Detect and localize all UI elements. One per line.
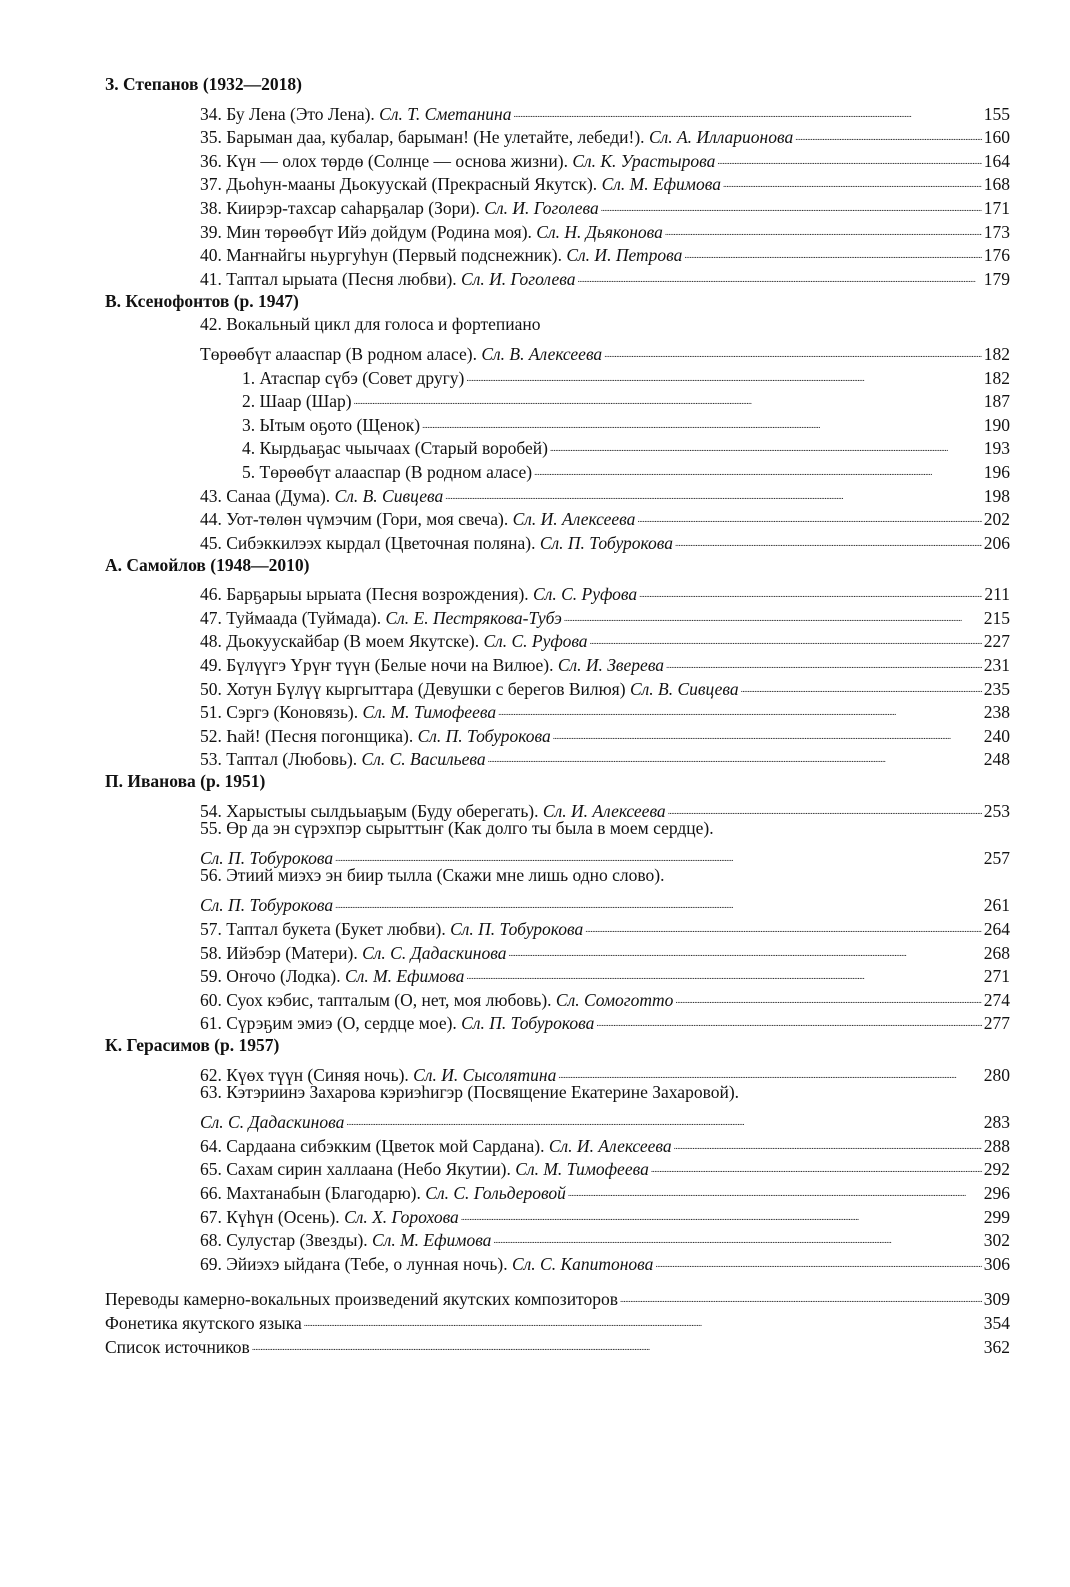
page-number: 283	[983, 1112, 1010, 1133]
entry-text: 34. Бу Лена (Это Лена).	[200, 103, 380, 124]
entry-author: Сл. С. Капитонова	[511, 1253, 654, 1274]
entry-author: Сл. В. Сивцева	[629, 678, 739, 699]
toc-entry[interactable]	[105, 431, 1010, 459]
page-number: 235	[983, 678, 1010, 699]
section-heading: В. Ксенофонтов (р. 1947)	[105, 290, 299, 311]
entry-text: 36. Күн — олох төрдө (Солнце — основа жизни).	[200, 150, 573, 171]
entry-title	[200, 942, 506, 966]
page-number: 160	[983, 127, 1010, 148]
toc-entry[interactable]	[105, 793, 1010, 822]
table-of-contents	[105, 72, 1010, 1357]
entry-author: Сл. С. Руфова	[533, 584, 638, 605]
entry-author: Сл. К. Урастырова	[572, 150, 716, 171]
entry-author: Сл. В. Алексеева	[481, 343, 603, 364]
entry-text: 58. Ийэбэр (Матери).	[200, 942, 363, 963]
entry-author: Сл. С. Дадаскинова	[200, 1112, 345, 1133]
page-number: 238	[983, 702, 1010, 723]
entry-text: 66. Махтанабын (Благодарю).	[200, 1182, 426, 1203]
page-number: 173	[983, 221, 1010, 242]
entry-text: 52. Һай! (Песня погонщика).	[200, 725, 418, 746]
entry-title	[200, 701, 496, 725]
entry-text: 55. Өр да эн сүрэхпэр сырыттыҥ (Как долго ты была в моем сердце).	[200, 818, 714, 839]
page-number: 309	[983, 1289, 1010, 1310]
page-number: 257	[983, 848, 1010, 869]
dot-leader	[553, 718, 982, 742]
entry-title	[200, 654, 664, 678]
section-heading: П. Иванова (р. 1951)	[105, 771, 266, 792]
page-number: 274	[983, 989, 1010, 1010]
entry-title	[242, 390, 352, 414]
entry-title	[200, 817, 714, 841]
entry-author: Сл. С. Гольдеровой	[425, 1182, 566, 1203]
dot-leader	[513, 96, 981, 120]
page-number: 292	[983, 1159, 1010, 1180]
dot-leader	[252, 1329, 982, 1353]
entry-text: 46. Барҕарыы ырыата (Песня возрождения).	[200, 584, 534, 605]
appendix-entry[interactable]	[105, 1282, 1010, 1310]
page-number: 179	[983, 268, 1010, 289]
toc-entry[interactable]	[105, 407, 1010, 435]
entry-author: Сл. Е. Пестрякова-Тубэ	[385, 607, 562, 628]
dot-leader	[684, 238, 981, 262]
entry-title	[242, 414, 420, 438]
entry-text: 57. Таптал букета (Букет любви).	[200, 919, 451, 939]
toc-entry[interactable]	[105, 478, 1010, 506]
dot-leader	[304, 1305, 982, 1329]
dot-leader	[666, 647, 982, 671]
entry-title	[200, 1253, 653, 1277]
entry-author: Сл. И. Алексеева	[512, 509, 636, 530]
dot-leader	[422, 407, 982, 431]
dot-leader	[665, 214, 982, 238]
entry-text: 67. Күһүн (Осень).	[200, 1206, 345, 1227]
dot-leader	[346, 1105, 981, 1129]
dot-leader	[651, 1152, 982, 1176]
entry-author: Сл. Х. Горохова	[344, 1206, 459, 1227]
entry-text: 38. Киирэр-тахсар саһарҕалар (Зори).	[200, 197, 485, 218]
entry-text: 5. Төрөөбүт алааспар (В родном аласе)	[242, 461, 533, 482]
toc-entry[interactable]	[105, 841, 1010, 869]
dot-leader	[461, 1199, 982, 1223]
entry-text: 54. Харыстыы сылдьыаҕым (Буду оберегать).	[200, 801, 543, 822]
page-number: 362	[983, 1336, 1010, 1357]
entry-text: 53. Таптал (Любовь).	[200, 749, 362, 770]
entry-title	[200, 268, 575, 292]
entry-author: Сл. М. Ефимова	[372, 1230, 492, 1251]
page-number: 354	[983, 1312, 1010, 1333]
page-number: 299	[983, 1206, 1010, 1227]
dot-leader	[723, 167, 982, 191]
entry-author: Сл. И. Гоголева	[484, 197, 599, 218]
dot-leader	[550, 431, 982, 455]
dot-leader	[601, 190, 982, 214]
entry-title	[242, 437, 548, 461]
dot-leader	[674, 1128, 982, 1152]
toc-entry[interactable]	[105, 817, 1010, 841]
entry-author: Сл. Н. Дьяконова	[536, 221, 663, 242]
page-number: 268	[983, 942, 1010, 963]
toc-entry[interactable]	[105, 96, 1010, 124]
dot-leader	[717, 143, 981, 167]
section-heading: З. Степанов (1932—2018)	[105, 74, 302, 94]
entry-text: 45. Сибэккилээх кырдал (Цветочная поляна).	[200, 532, 540, 553]
dot-leader	[445, 478, 981, 502]
page-number: 280	[983, 1064, 1010, 1085]
page-number: 168	[983, 174, 1010, 195]
dot-leader	[534, 454, 982, 478]
entry-title	[200, 1229, 491, 1253]
entry-text: 62. Күөх түүн (Синяя ночь).	[200, 1064, 414, 1085]
page-number: 264	[983, 919, 1010, 939]
dot-leader	[585, 911, 981, 935]
dot-leader	[488, 742, 982, 766]
page-number: 215	[983, 607, 1010, 628]
entry-author: Сл. С. Васильева	[361, 749, 486, 770]
entry-author: Сл. С. Дадаскинова	[362, 942, 507, 963]
dot-leader	[335, 888, 982, 912]
toc-entry[interactable]	[105, 864, 1010, 888]
page-number: 198	[983, 485, 1010, 506]
dot-leader	[596, 1006, 981, 1030]
dot-leader	[620, 1282, 982, 1306]
page-number: 187	[983, 391, 1010, 412]
entry-author: Сл. И. Сысолятина	[413, 1064, 557, 1085]
dot-leader	[655, 1246, 981, 1270]
entry-text: 61. Сүрэҕим эмиэ (О, сердце мое).	[200, 1013, 462, 1034]
page-number: 155	[983, 103, 1010, 124]
page-number: 182	[983, 343, 1010, 364]
dot-leader	[668, 793, 982, 817]
entry-text: 39. Мин төрөөбүт Ийэ дойдум (Родина моя).	[200, 221, 537, 242]
page-number: 164	[983, 150, 1010, 171]
page-number: 288	[983, 1135, 1010, 1156]
entry-text: 42. Вокальный цикл для голоса и фортепиано	[200, 313, 541, 334]
entry-title	[200, 965, 464, 989]
entry-text: 1. Атаспар сүбэ (Совет другу)	[242, 367, 465, 388]
entry-text: 37. Дьоһун-мааны Дьокуускай (Прекрасный Якутск).	[200, 174, 602, 195]
entry-text: 51. Сэргэ (Коновязь).	[200, 702, 363, 723]
entry-text: 63. Кэтэриинэ Захарова кэриэһигэр (Посвящение Екатерине Захаровой).	[200, 1081, 740, 1102]
entry-title	[200, 1135, 672, 1159]
entry-author: Сл. И. Алексеева	[548, 1135, 672, 1156]
entry-text: 47. Туймаада (Туймада).	[200, 607, 386, 628]
entry-text: 68. Сулустар (Звезды).	[200, 1230, 373, 1251]
entry-author: Сл. И. Зверева	[557, 655, 665, 676]
entry-author: Сл. С. Руфова	[483, 631, 588, 652]
entry-author: Сл. Сомоготто	[555, 989, 674, 1010]
section-heading: К. Герасимов (р. 1957)	[105, 1035, 280, 1056]
toc-entry[interactable]	[105, 454, 1010, 482]
entry-text: 48. Дьокуускайбар (В моем Якутске).	[200, 631, 484, 652]
entry-title	[200, 1081, 739, 1105]
entry-text: 49. Бүлүүгэ Үрүҥ түүн (Белые ночи на Вилюе).	[200, 655, 558, 676]
entry-text: 69. Эйиэхэ ыйдаҥа (Тебе, о лунная ночь).	[200, 1253, 512, 1274]
toc-entry[interactable]	[105, 313, 1010, 337]
dot-leader	[498, 695, 982, 719]
entry-title	[200, 197, 599, 221]
entry-text: 43. Санаа (Дума).	[200, 485, 335, 506]
entry-author: Сл. М. Тимофеева	[515, 1159, 649, 1180]
entry-text: 2. Шаар (Шар)	[242, 391, 352, 412]
entry-title	[200, 508, 635, 532]
toc-entry[interactable]	[105, 1081, 1010, 1105]
dot-leader	[741, 671, 982, 695]
entry-author: Сл. П. Тобурокова	[461, 1013, 595, 1034]
dot-leader	[335, 841, 982, 865]
entry-title	[200, 103, 511, 127]
entry-author: Сл. М. Ефимова	[601, 174, 721, 195]
dot-leader	[508, 935, 981, 959]
entry-author: Сл. И. Гоголева	[461, 268, 576, 289]
entry-title	[200, 864, 664, 888]
entry-text: 59. Оҥочо (Лодка).	[200, 966, 346, 987]
toc-entry[interactable]	[105, 888, 1010, 916]
entry-text: 4. Кырдьаҕас чыычаах (Старый воробей)	[242, 438, 548, 459]
entry-text: 35. Барыман даа, кубалар, барыман! (Не улетайте, лебеди!).	[200, 127, 649, 148]
dot-leader	[590, 624, 982, 648]
toc-entry[interactable]	[105, 1057, 1010, 1085]
entry-author: Сл. П. Тобурокова	[417, 725, 551, 746]
entry-text: 56. Этиий миэхэ эн биир тылла (Скажи мне лишь одно слово).	[200, 865, 665, 886]
entry-author: Сл. П. Тобурокова	[450, 919, 584, 939]
entry-author: Сл. М. Ефимова	[345, 966, 465, 987]
page-number: 171	[983, 197, 1010, 218]
entry-title	[200, 313, 541, 337]
dot-leader	[675, 982, 981, 1006]
dot-leader	[795, 120, 982, 144]
page-number: 261	[983, 895, 1010, 916]
page-number: 240	[983, 725, 1010, 746]
dot-leader	[604, 336, 982, 360]
page-number: 227	[983, 631, 1010, 652]
dot-leader	[577, 261, 981, 285]
page-number: 193	[983, 438, 1010, 459]
dot-leader	[558, 1057, 981, 1081]
page-number: 248	[983, 749, 1010, 770]
entry-text: 65. Сахам сирин халлаана (Небо Якутии).	[200, 1159, 516, 1180]
entry-title	[200, 894, 333, 918]
entry-author: Сл. И. Петрова	[566, 245, 683, 266]
entry-title: Список источников	[105, 1336, 250, 1357]
dot-leader	[354, 384, 982, 408]
dot-leader	[466, 959, 981, 983]
entry-title: Фонетика якутского языка	[105, 1312, 302, 1333]
entry-text: Төрөөбүт алааспар (В родном аласе).	[200, 343, 482, 364]
entry-title	[200, 221, 663, 245]
entry-title	[200, 1206, 459, 1230]
entry-text: 50. Хотун Бүлүү кыргыттара (Девушки с берегов Вилюя)	[200, 678, 630, 699]
entry-text: 3. Ытым оҕото (Щенок)	[242, 414, 421, 435]
entry-text: 60. Суох кэбис, тапталым (О, нет, моя любовь).	[200, 989, 556, 1010]
toc-entry[interactable]	[105, 1105, 1010, 1133]
entry-author: Сл. Т. Сметанина	[379, 103, 512, 124]
entry-author: Сл. И. Алексеева	[542, 801, 666, 822]
entry-title	[200, 150, 715, 174]
dot-leader	[637, 502, 981, 526]
entry-text: 64. Сардаана сибэкким (Цветок мой Сардана).	[200, 1135, 549, 1156]
page-number: 277	[983, 1013, 1010, 1034]
entry-author: Сл. А. Илларионова	[648, 127, 794, 148]
page-number: 206	[983, 532, 1010, 553]
entry-author: Сл. П. Тобурокова	[539, 532, 673, 553]
entry-title	[200, 126, 793, 150]
page-number: 196	[983, 461, 1010, 482]
page-number: 302	[983, 1230, 1010, 1251]
entry-title	[200, 485, 443, 509]
dot-leader	[493, 1223, 981, 1247]
entry-title	[200, 607, 562, 631]
toc-entry[interactable]	[105, 384, 1010, 412]
entry-title: Переводы камерно-вокальных произведений якутских композиторов	[105, 1289, 618, 1310]
page-number: 271	[983, 966, 1010, 987]
entry-text: 44. Уот-төлөн чүмэчим (Гори, моя свеча).	[200, 509, 513, 530]
page-number: 190	[983, 414, 1010, 435]
entry-title	[200, 532, 673, 556]
page-number: 253	[983, 801, 1010, 822]
entry-title	[200, 1111, 344, 1135]
toc-entry[interactable]	[105, 577, 1010, 605]
page-number: 306	[983, 1253, 1010, 1274]
entry-text: 41. Таптал ырыата (Песня любви).	[200, 268, 462, 289]
page-number: 231	[983, 655, 1010, 676]
page-number: 176	[983, 245, 1010, 266]
entry-author: Сл. П. Тобурокова	[200, 848, 334, 869]
dot-leader	[639, 577, 982, 601]
page-number: 211	[984, 584, 1010, 605]
entry-title	[200, 630, 588, 654]
page-number: 202	[983, 509, 1010, 530]
page-number: 296	[983, 1182, 1010, 1203]
entry-author: Сл. П. Тобурокова	[200, 895, 334, 916]
dot-leader	[466, 360, 981, 384]
dot-leader	[568, 1175, 982, 1199]
dot-leader	[564, 600, 982, 624]
toc-entry[interactable]	[105, 336, 1010, 364]
entry-author: Сл. В. Сивцева	[334, 485, 444, 506]
dot-leader	[675, 525, 982, 549]
page-number: 182	[983, 367, 1010, 388]
section-heading: А. Самойлов (1948—2010)	[105, 554, 310, 575]
entry-author: Сл. М. Тимофеева	[362, 702, 497, 723]
entry-text: 40. Маҥнайгы ньургуһун (Первый подснежник).	[200, 245, 567, 266]
